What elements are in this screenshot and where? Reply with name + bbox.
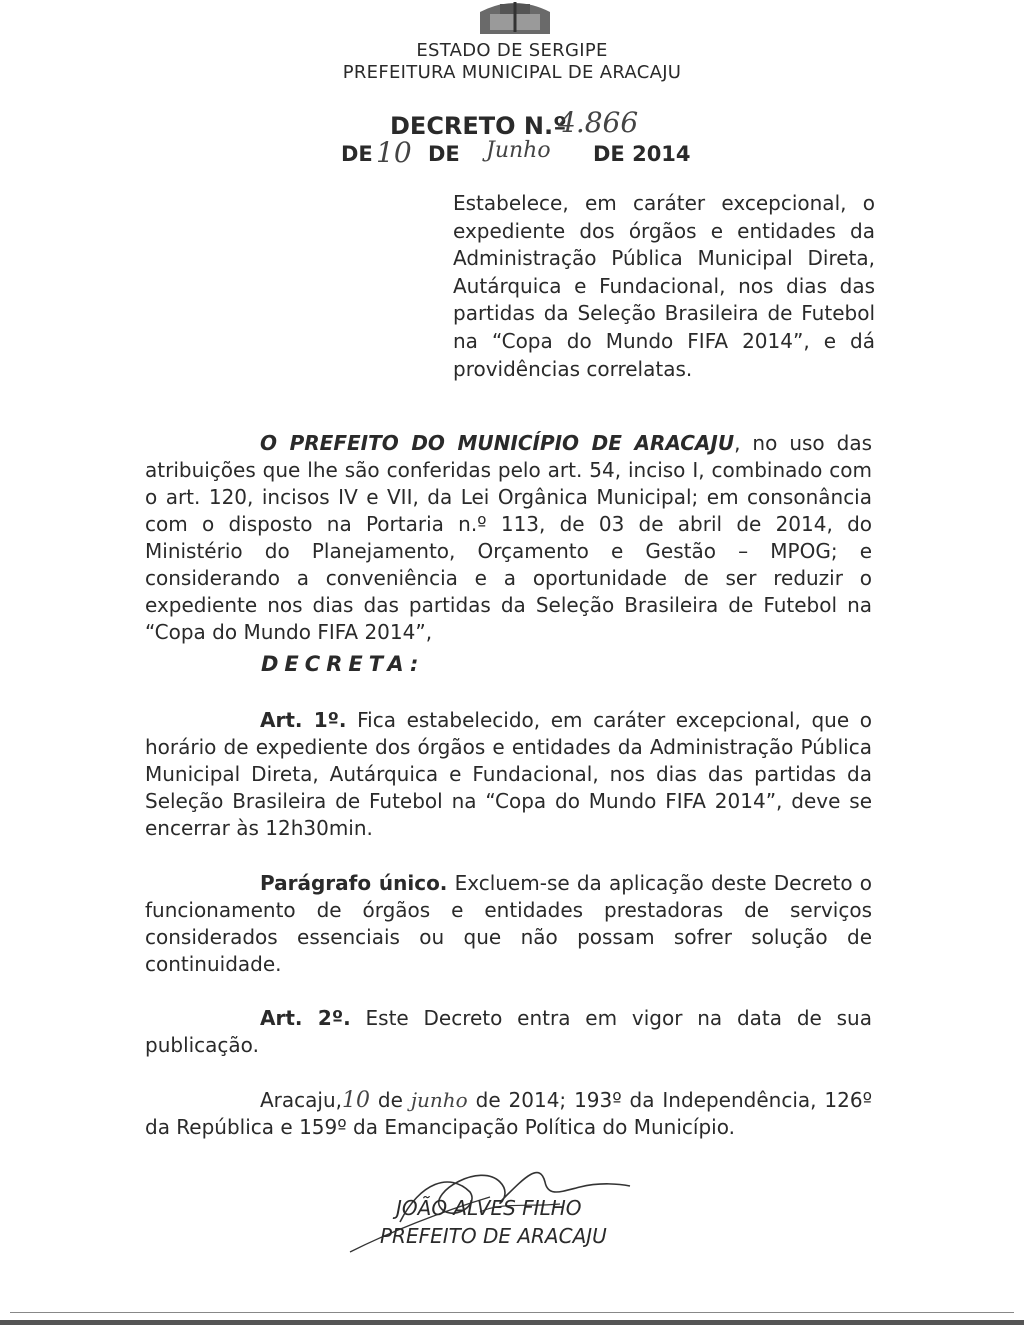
header-city-hall: PREFEITURA MUNICIPAL DE ARACAJU: [342, 62, 682, 83]
decree-title-prefix: DECRETO N.º: [390, 112, 567, 140]
article-2-label: Art. 2º.: [260, 1006, 351, 1030]
decreta-heading: DECRETA:: [261, 652, 425, 676]
article-1-text: Fica estabelecido, em caráter excepcional, que o horário de expediente dos órgãos e entidades da Administração Pública Municipal Direta, Autárquica e Fundacional, nos dias das partidas da Seleção Brasileira de Futebol na “Copa do Mundo FIFA 2014”, deve se encerrar às 12h30min.: [145, 708, 872, 840]
bottom-rule: [10, 1312, 1014, 1313]
coat-of-arms-icon: [470, 0, 560, 34]
decree-title: [390, 112, 567, 140]
article-2-text: Este Decreto entra em vigor na data de sua publicação.: [145, 1006, 872, 1057]
closing-rest: de 2014; 193º da Independência, 126º da República e 159º da Emancipação Política do Município.: [145, 1088, 873, 1139]
date-day-handwritten: 10: [376, 136, 412, 169]
date-month-handwritten: Junho: [486, 138, 551, 163]
paragrafo-label: Parágrafo único.: [260, 871, 448, 895]
date-de: DE: [428, 142, 460, 166]
closing-de: de: [377, 1088, 403, 1112]
date-year: DE 2014: [593, 142, 691, 166]
paragrafo-text: Excluem-se da aplicação deste Decreto o funcionamento de órgãos e entidades prestadoras de serviços considerados essenciais ou que não possam sofrer solução de continuidade.: [145, 871, 872, 976]
header-state: ESTADO DE SERGIPE: [416, 40, 608, 61]
ementa: Estabelece, em caráter excepcional, o expediente dos órgãos e entidades da Administração Pública Municipal Direta, Autárquica e Fundacional, nos dias das partidas da Seleção Brasileira de Futebol na “Copa do Mundo FIFA 2014”, e dá providências correlatas.: [453, 191, 875, 381]
scan-edge: [0, 1320, 1024, 1325]
article-1-label: Art. 1º.: [260, 708, 347, 732]
article-2: [145, 1005, 872, 1059]
decree-number-handwritten: 4.866: [558, 106, 639, 139]
preamble-authority: O PREFEITO DO MUNICÍPIO DE ARACAJU: [260, 431, 735, 455]
closing-day-handwritten: 10: [342, 1088, 371, 1113]
preamble-text: , no uso das atribuições que lhe são conferidas pelo art. 54, inciso I, combinado com o art. 120, incisos IV e VII, da Lei Orgânica Municipal; em consonância com o disposto na Portaria n.º 113, de 03 de abril de 2014, do Ministério do Planejamento, Orçamento e Gestão – MPOG; e considerando a conveniência e a oportunidade de ser reduzir o expediente nos dias das partidas da Seleção Brasileira de Futebol na “Copa do Mundo FIFA 2014”,: [145, 431, 873, 644]
signer-role: PREFEITO DE ARACAJU: [380, 1224, 607, 1248]
article-1: [145, 707, 872, 842]
date-prefix: DE: [341, 142, 373, 166]
closing: [145, 1087, 872, 1141]
preamble: [145, 430, 872, 646]
closing-city: Aracaju,: [260, 1088, 343, 1112]
paragrafo-unico: [145, 870, 872, 978]
signer-name: JOÃO ALVES FILHO: [396, 1196, 582, 1220]
closing-month-handwritten: junho: [410, 1088, 468, 1112]
